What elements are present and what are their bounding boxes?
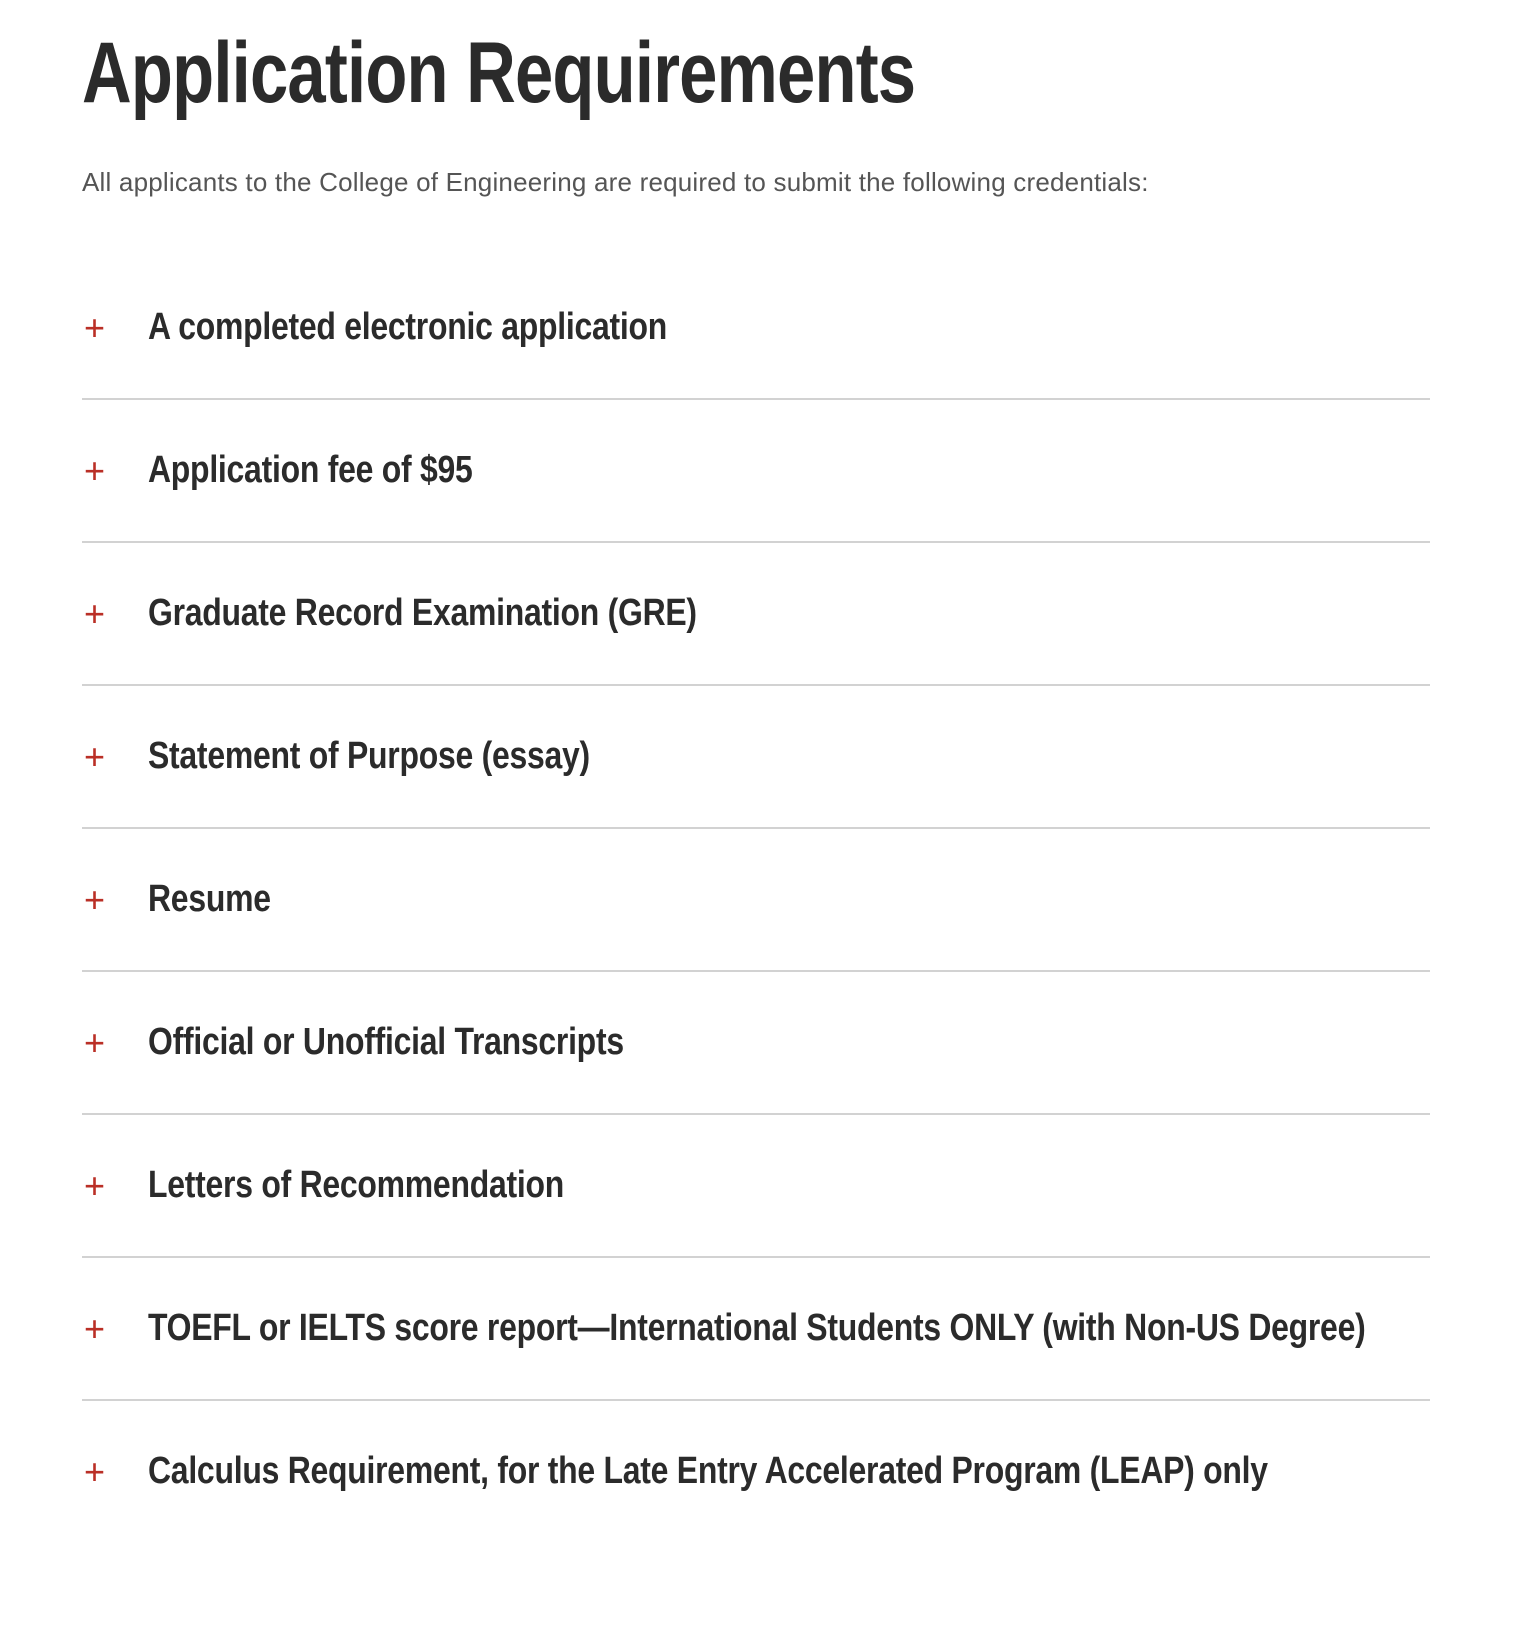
plus-icon[interactable]: + <box>84 1450 106 1492</box>
accordion-row[interactable] <box>82 829 1430 972</box>
accordion-row[interactable] <box>82 543 1430 686</box>
requirements-accordion <box>82 257 1430 1542</box>
page-title: Application Requirements <box>82 25 916 121</box>
plus-icon[interactable]: + <box>84 1307 106 1349</box>
accordion-row-title-wrap <box>148 585 1430 642</box>
accordion-row-label: Letters of Recommendation <box>148 1164 564 1207</box>
accordion-row-label: Graduate Record Examination (GRE) <box>148 592 697 635</box>
accordion-row-label: TOEFL or IELTS score report—International Students ONLY (with Non-US Degree) <box>148 1307 1366 1350</box>
plus-icon[interactable]: + <box>84 592 106 634</box>
accordion-row-label: Application fee of $95 <box>148 449 473 492</box>
accordion-row-title-wrap <box>148 1443 1430 1500</box>
accordion-row-label: Calculus Requirement, for the Late Entry Accelerated Program (LEAP) only <box>148 1450 1268 1493</box>
accordion-row-title-wrap <box>148 871 1430 928</box>
accordion-row-title-wrap <box>148 299 1430 356</box>
accordion-row[interactable] <box>82 1115 1430 1258</box>
accordion-row-label: Official or Unofficial Transcripts <box>148 1021 624 1064</box>
accordion-row[interactable] <box>82 1258 1430 1401</box>
accordion-row[interactable] <box>82 400 1430 543</box>
accordion-row-title-wrap <box>148 1157 1430 1214</box>
accordion-row-label: A completed electronic application <box>148 306 668 349</box>
accordion-row-label: Statement of Purpose (essay) <box>148 735 590 778</box>
plus-icon[interactable]: + <box>84 878 106 920</box>
accordion-row-label: Resume <box>148 878 271 921</box>
accordion-row[interactable] <box>82 686 1430 829</box>
accordion-row-title-wrap <box>148 1014 1430 1071</box>
plus-icon[interactable]: + <box>84 306 106 348</box>
accordion-row[interactable] <box>82 1401 1430 1542</box>
plus-icon[interactable]: + <box>84 1021 106 1063</box>
accordion-row-title-wrap <box>148 1300 1430 1357</box>
accordion-row-title-wrap <box>148 442 1430 499</box>
accordion-row-title-wrap <box>148 728 1430 785</box>
plus-icon[interactable]: + <box>84 1164 106 1206</box>
intro-text: All applicants to the College of Engineering are required to submit the following credentials: <box>82 167 1149 198</box>
page-container <box>0 25 1522 1602</box>
accordion-row[interactable] <box>82 972 1430 1115</box>
accordion-row[interactable] <box>82 257 1430 400</box>
plus-icon[interactable]: + <box>84 735 106 777</box>
plus-icon[interactable]: + <box>84 449 106 491</box>
